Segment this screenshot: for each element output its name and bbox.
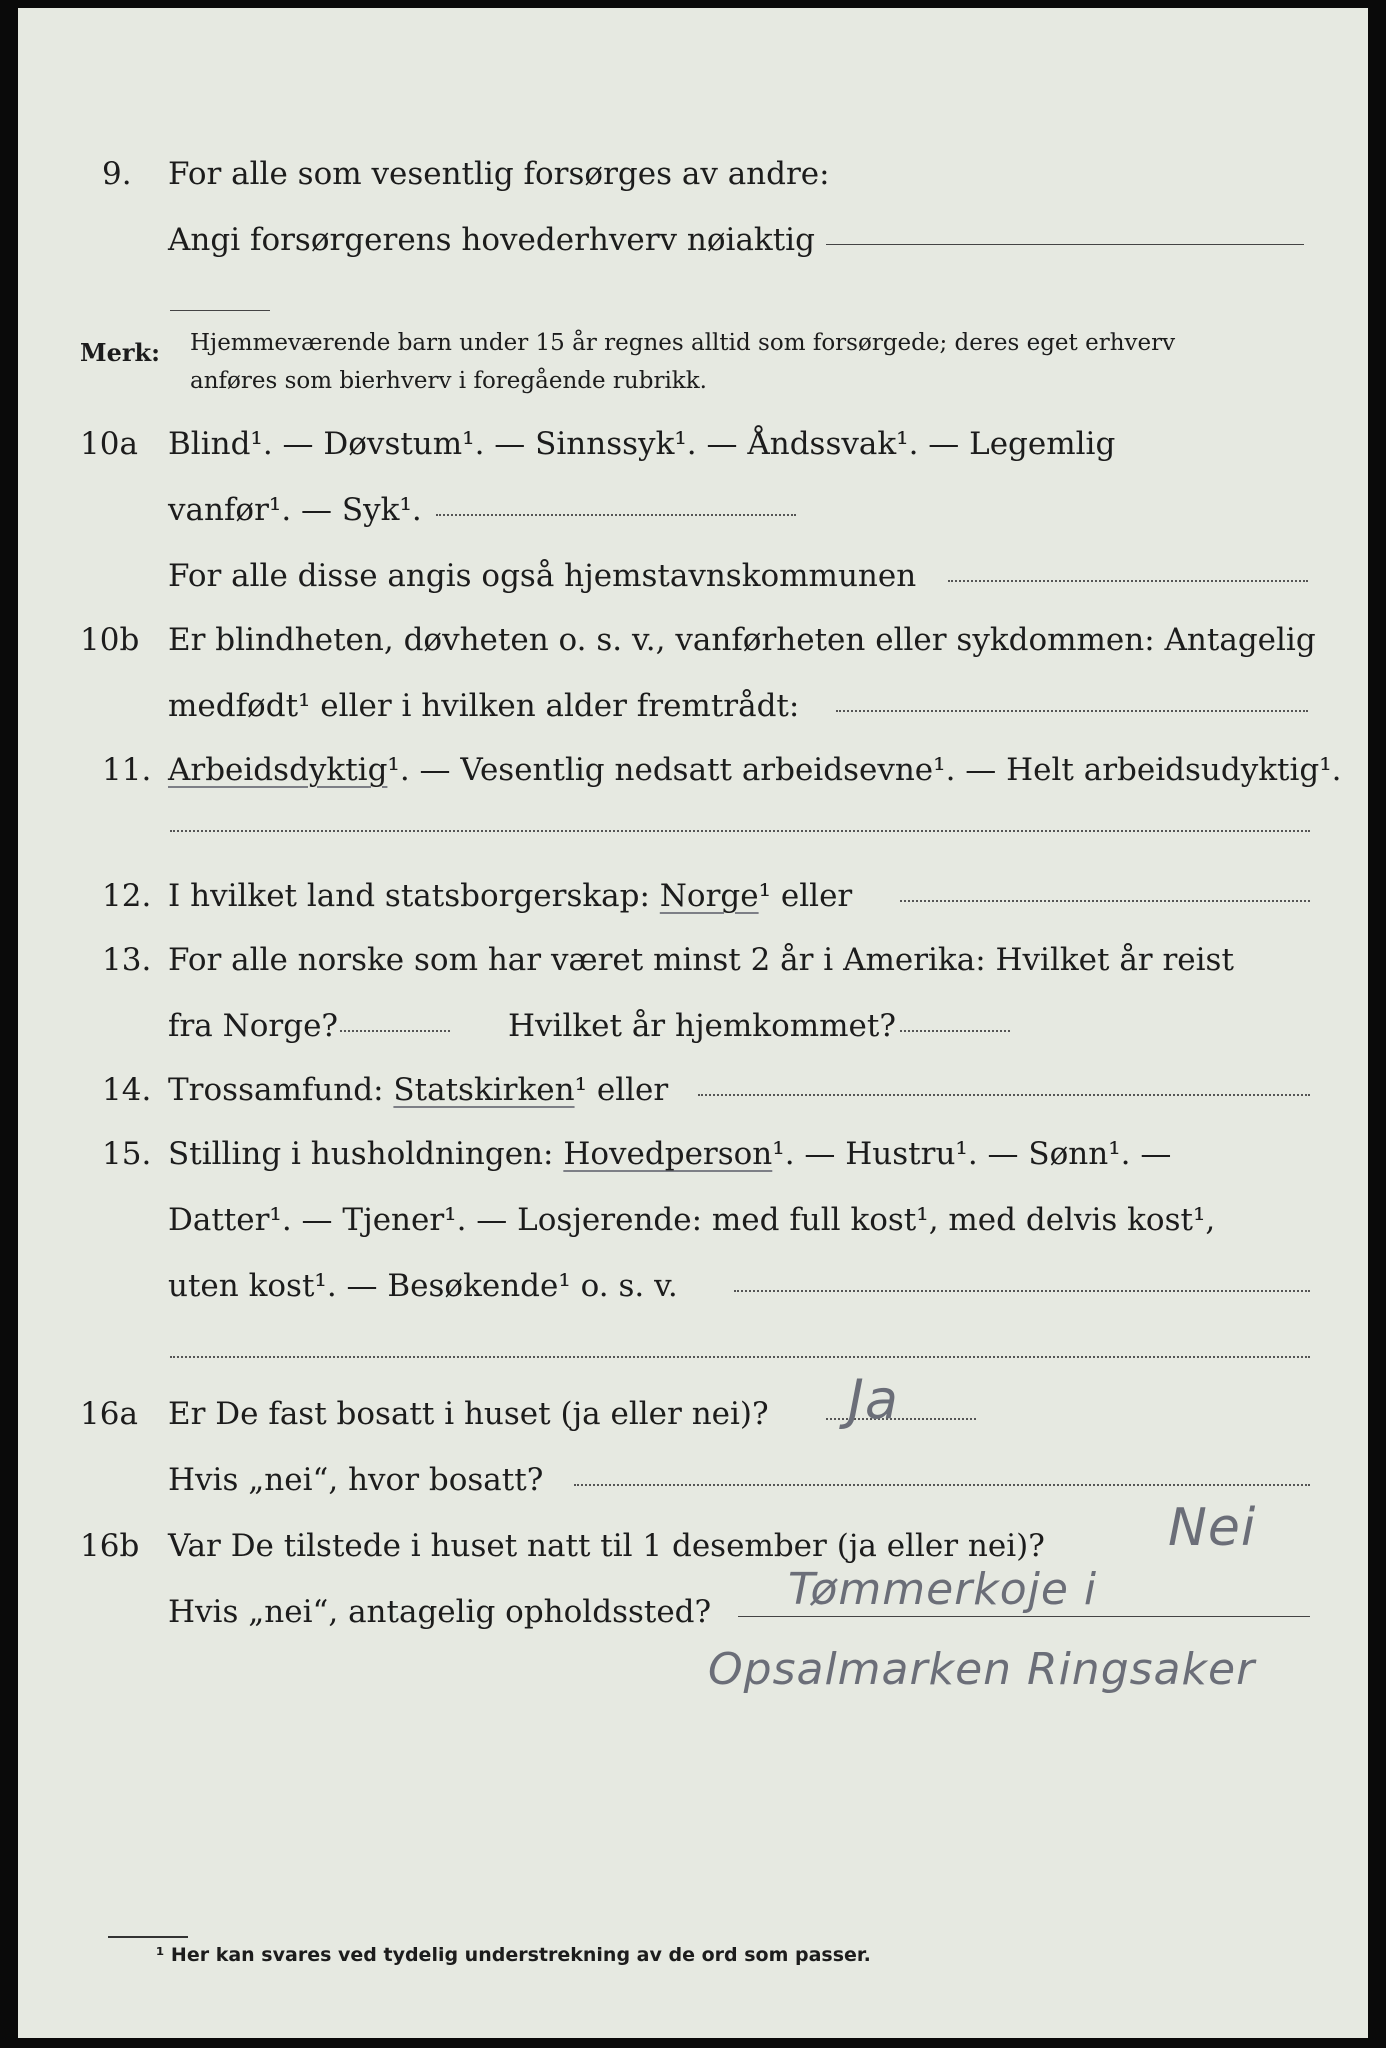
q11-answer[interactable] [170, 830, 1310, 832]
q12-pre: I hvilket land statsborgerskap: [168, 878, 650, 914]
q13-line2b: Hvilket år hjemkommet? [508, 1008, 896, 1044]
q16a-line1: Er De fast bosatt i huset (ja eller nei)? [168, 1396, 769, 1432]
q16b-handwritten-place2: Opsalmarken Ringsaker [708, 1644, 1256, 1695]
q16a-number: 16a [80, 1396, 138, 1432]
q14-answer[interactable] [698, 1094, 1310, 1096]
q15-post: ¹. — Hustru¹. — Sønn¹. — [772, 1136, 1172, 1172]
merk-label: Merk: [80, 338, 160, 367]
q14-post: ¹ eller [574, 1072, 669, 1108]
q15-line2: Datter¹. — Tjener¹. — Losjerende: med full kost¹, med delvis kost¹, [168, 1202, 1216, 1238]
q14-pre: Trossamfund: [168, 1072, 384, 1108]
q12-answer[interactable] [900, 900, 1310, 902]
q16a-line2: Hvis „nei“, hvor bosatt? [168, 1462, 544, 1498]
q10b-number: 10b [80, 622, 140, 658]
q11-line [168, 752, 1368, 788]
q11-number: 11. [102, 752, 152, 788]
q16a-handwritten-answer: Ja [848, 1368, 900, 1431]
q10a-line2: vanfør¹. — Syk¹. [168, 492, 422, 528]
q13-number: 13. [102, 942, 152, 978]
q13-line2a: fra Norge? [168, 1008, 339, 1044]
q15-line1 [168, 1136, 1368, 1172]
q10a-line1: Blind¹. — Døvstum¹. — Sinnssyk¹. — Åndssvak¹. — Legemlig [168, 426, 1116, 462]
q9-short-rule [170, 310, 270, 311]
q14-selected: Statskirken [393, 1072, 575, 1108]
merk-line1: Hjemmeværende barn under 15 år regnes alltid som forsørgede; deres eget erhverv [190, 330, 1176, 356]
q16b-line1: Var De tilstede i huset natt til 1 desember (ja eller nei)? [168, 1528, 1045, 1564]
footnote: ¹ Her kan svares ved tydelig understrekning av de ord som passer. [156, 1944, 871, 1966]
q10b-line2: medfødt¹ eller i hvilken alder fremtrådt: [168, 688, 800, 724]
q16b-handwritten-place1: Tømmerkoje i [788, 1564, 1098, 1615]
q16b-number: 16b [80, 1528, 140, 1564]
q9-number: 9. [102, 156, 132, 192]
merk-line2: anføres som bierhverv i foregående rubrikk. [190, 368, 707, 394]
q13-reist-answer[interactable] [340, 1030, 450, 1032]
q15-number: 15. [102, 1136, 152, 1172]
q13-line1: For alle norske som har været minst 2 år i Amerika: Hvilket år reist [168, 942, 1234, 978]
q9-line1: For alle som vesentlig forsørges av andre: [168, 156, 830, 192]
q12-post: ¹ eller [758, 878, 853, 914]
q14-line [168, 1072, 1368, 1108]
q15-pre: Stilling i husholdningen: [168, 1136, 554, 1172]
q15-answer-extra[interactable] [170, 1356, 1310, 1358]
q9-line2: Angi forsørgerens hovederhverv nøiaktig [168, 222, 815, 258]
q11-selected: Arbeidsdyktig [168, 752, 388, 788]
q9-answer-line[interactable] [826, 244, 1304, 245]
q16b-line2: Hvis „nei“, antagelig opholdssted? [168, 1594, 712, 1630]
q11-rest: ¹. — Vesentlig nedsatt arbeidsevne¹. — Helt arbeidsudyktig¹. [387, 752, 1342, 788]
q16b-handwritten-answer: Nei [1168, 1498, 1257, 1558]
q10a-line3: For alle disse angis også hjemstavnskommunen [168, 558, 917, 594]
q14-number: 14. [102, 1072, 152, 1108]
q15-line3: uten kost¹. — Besøkende¹ o. s. v. [168, 1268, 678, 1304]
q10a-hjemstavn-answer[interactable] [948, 580, 1308, 582]
q15-answer[interactable] [734, 1290, 1310, 1292]
q12-selected: Norge [659, 878, 759, 914]
q12-line [168, 878, 1368, 914]
q10a-number: 10a [80, 426, 138, 462]
q10b-line1: Er blindheten, døvheten o. s. v., vanførheten eller sykdommen: Antagelig [168, 622, 1316, 658]
q16b-opholdssted-answer[interactable] [738, 1616, 1310, 1617]
q13-hjemkommet-answer[interactable] [900, 1030, 1010, 1032]
census-form-page [18, 8, 1368, 2038]
q10b-answer[interactable] [836, 710, 1308, 712]
q16a-bosatt-answer[interactable] [574, 1484, 1310, 1486]
footnote-rule [108, 1936, 188, 1938]
q15-selected: Hovedperson [563, 1136, 773, 1172]
q10a-syk-answer[interactable] [436, 514, 796, 516]
q12-number: 12. [102, 878, 152, 914]
